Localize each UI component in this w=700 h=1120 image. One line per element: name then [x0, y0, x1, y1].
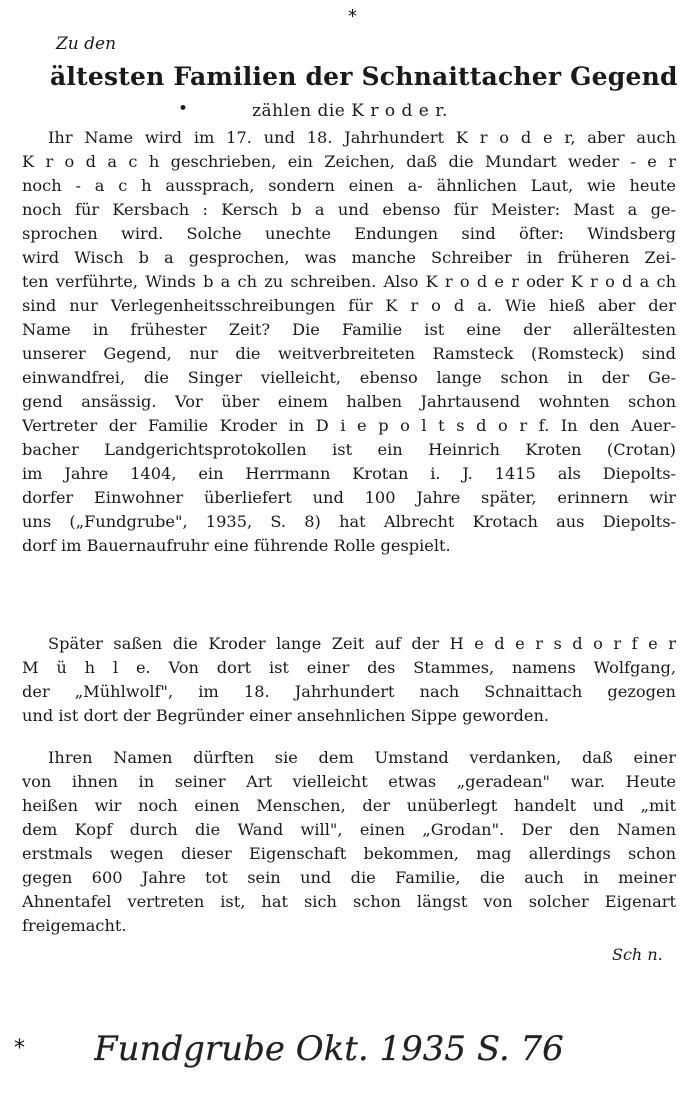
- author-signature: Sch n.: [612, 945, 663, 964]
- paragraph-2: [22, 632, 676, 728]
- text-line: Name in frühester Zeit? Die Familie ist eine der allerältesten: [22, 320, 676, 339]
- text-line: dorfer Einwohner überliefert und 100 Jahre später, erinnern wir: [22, 488, 676, 507]
- text-line: K r o d a c h geschrieben, ein Zeichen, daß die Mundart weder - e r: [22, 152, 676, 171]
- paragraph-3: [22, 746, 676, 938]
- text-line: Vertreter der Familie Kroder in D i e p o l t s d o r f. In den Auer-: [22, 416, 676, 435]
- text-line: Ahnentafel vertreten ist, hat sich schon längst von solcher Eigenart: [22, 892, 676, 911]
- asterisk-mark-bottom: *: [14, 1036, 25, 1061]
- text-line: der „Mühlwolf", im 18. Jahrhundert nach Schnaittach gezogen: [22, 682, 676, 701]
- handwritten-note-text: Fundgrube Okt. 1935 S. 76: [94, 1029, 564, 1069]
- text-line: dem Kopf durch die Wand will", einen „Grodan". Der den Namen: [22, 820, 676, 839]
- text-line: uns („Fundgrube", 1935, S. 8) hat Albrecht Krotach aus Diepolts-: [22, 512, 676, 531]
- text-line: gend ansässig. Vor über einem halben Jahrtausend wohnten schon: [22, 392, 676, 411]
- handwritten-note: [94, 1020, 574, 1080]
- text-line: sprochen wird. Solche unechte Endungen sind öfter: Windsberg: [22, 224, 676, 243]
- text-line: Später saßen die Kroder lange Zeit auf der H e d e r s d o r f e r: [48, 634, 676, 653]
- text-line: sind nur Verlegenheitsschreibungen für K r o d a. Wie hieß aber der: [22, 296, 676, 315]
- text-line: noch für Kersbach : Kersch b a und ebenso für Meister: Mast a ge-: [22, 200, 676, 219]
- text-line: heißen wir noch einen Menschen, der unüberlegt handelt und „mit: [22, 796, 676, 815]
- subtitle-dot: •: [178, 99, 189, 119]
- text-line: und ist dort der Begründer einer ansehnlichen Sippe geworden.: [22, 706, 550, 725]
- text-line: Ihr Name wird im 17. und 18. Jahrhundert K r o d e r, aber auch: [48, 128, 676, 147]
- text-line: erstmals wegen dieser Eigenschaft bekommen, mag allerdings schon: [22, 844, 676, 863]
- text-line: einwandfrei, die Singer vielleicht, ebenso lange schon in der Ge-: [22, 368, 676, 387]
- text-line: Ihren Namen dürften sie dem Umstand verdanken, daß einer: [48, 748, 676, 767]
- article-subtitle: [0, 101, 700, 121]
- text-line: wird Wisch b a gesprochen, was manche Schreiber in früheren Zei-: [22, 248, 676, 267]
- text-line: dorf im Bauernaufruhr eine führende Rolle gespielt.: [22, 536, 451, 555]
- subtitle-text: zählen die K r o d e r.: [252, 101, 448, 121]
- paragraph-1: [22, 126, 676, 558]
- text-line: ten verführte, Winds b a ch zu schreiben. Also K r o d e r oder K r o d a ch: [22, 272, 676, 291]
- text-line: bacher Landgerichtsprotokollen ist ein Heinrich Kroten (Crotan): [22, 440, 676, 459]
- text-line: unserer Gegend, nur die weitverbreiteten Ramsteck (Romsteck) sind: [22, 344, 676, 363]
- text-line: M ü h l e. Von dort ist einer des Stammes, namens Wolfgang,: [22, 658, 676, 677]
- text-line: noch - a c h aussprach, sondern einen a- ähnlichen Laut, wie heute: [22, 176, 676, 195]
- intro-text: Zu den: [56, 34, 117, 54]
- article-title: ältesten Familien der Schnaittacher Gegend: [50, 62, 678, 91]
- text-line: gegen 600 Jahre tot sein und die Familie, die auch in meiner: [22, 868, 676, 887]
- text-line: im Jahre 1404, ein Herrmann Krotan i. J. 1415 als Diepolts-: [22, 464, 676, 483]
- text-line: freigemacht.: [22, 916, 127, 935]
- asterisk-mark-top: *: [348, 6, 357, 27]
- text-line: von ihnen in seiner Art vielleicht etwas „geradean" war. Heute: [22, 772, 676, 791]
